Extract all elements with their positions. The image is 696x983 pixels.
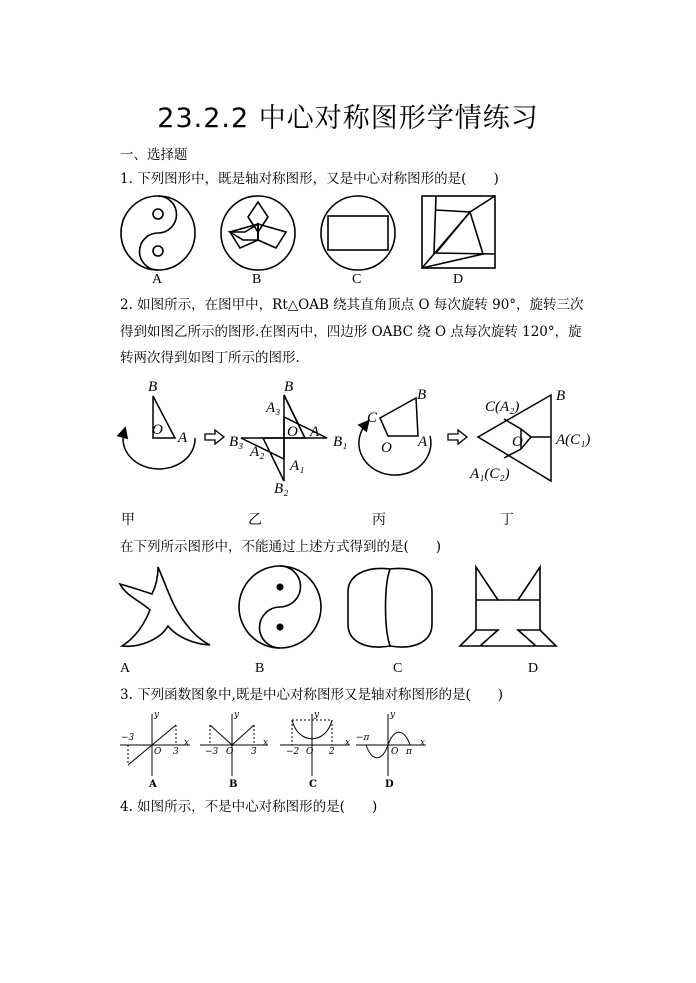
- gb-pos: 3: [251, 747, 257, 757]
- q2-label-a: A: [120, 661, 131, 676]
- jia-label-a: A: [178, 430, 188, 446]
- question-1-text: 1. 下列图形中，既是轴对称图形，又是中心对称图形的是( ): [120, 171, 499, 187]
- fig-label-bing: 丙: [372, 512, 386, 528]
- question-2-line1: 2. 如图所示，在图甲中，Rt△OAB 绕其直角顶点 O 每次旋转 90°，旋转三次: [120, 297, 584, 313]
- gd-x: x: [420, 738, 426, 748]
- gc-x: x: [345, 738, 351, 748]
- gd-neg: −π: [356, 733, 370, 743]
- bing-label-a: A: [418, 434, 428, 450]
- yi-label-b3: B₃: [229, 434, 244, 450]
- gc-pos: 2: [329, 747, 335, 757]
- fig-label-yi: 乙: [248, 512, 262, 528]
- fig-label-jia: 甲: [121, 512, 135, 528]
- ga-neg: −3: [121, 733, 135, 743]
- yi-label-o: O: [287, 424, 298, 440]
- q3-label-b: B: [229, 779, 238, 790]
- q1-label-d: D: [453, 272, 464, 287]
- yi-label-a3: A₃: [266, 400, 281, 416]
- q3-label-c: C: [309, 779, 317, 790]
- q3-label-a: A: [149, 779, 157, 790]
- gb-origin: O: [226, 747, 234, 757]
- yi-label-a2: A₂: [250, 444, 265, 460]
- ga-origin: O: [154, 747, 162, 757]
- gd-pos: π: [406, 747, 412, 757]
- gd-y: y: [390, 710, 396, 720]
- yi-label-b: B: [284, 379, 294, 395]
- section-heading: 一、选择题: [120, 147, 188, 163]
- question-4-text: 4. 如图所示，不是中心对称图形的是( ): [120, 799, 378, 815]
- q2-label-d: D: [528, 661, 539, 676]
- q1-label-a: A: [152, 272, 163, 287]
- gb-y: y: [234, 710, 240, 720]
- q2-label-b: B: [255, 661, 265, 676]
- question-2-line2: 得到如图乙所示的图形.在图丙中，四边形 OABC 绕 O 点每次旋转 120°，旋: [120, 324, 582, 340]
- ding-label-a1c2: A₁(C₂): [470, 466, 510, 482]
- ding-label-ac1: A(C₁): [556, 432, 591, 448]
- ga-y: y: [154, 710, 160, 720]
- question-2-prompt: 在下列所示图形中，不能通过上述方式得到的是( ): [120, 539, 442, 555]
- bing-label-o: O: [381, 440, 392, 456]
- bing-label-b: B: [417, 387, 427, 403]
- gd-origin: O: [391, 747, 399, 757]
- q1-label-c: C: [352, 272, 362, 287]
- gc-origin: O: [306, 747, 314, 757]
- jia-label-o: O: [152, 422, 163, 438]
- yi-label-b2: B₂: [274, 481, 289, 497]
- ga-x: x: [184, 738, 190, 748]
- bing-label-c: C: [367, 410, 378, 426]
- gc-neg: −2: [286, 747, 300, 757]
- q1-label-b: B: [252, 272, 262, 287]
- question-3-text: 3. 下列函数图象中,既是中心对称图形又是轴对称图形的是( ): [120, 687, 503, 703]
- fig-label-ding: 丁: [500, 512, 514, 528]
- jia-label-b: B: [148, 379, 158, 395]
- ding-label-ca2: C(A₂): [485, 399, 520, 415]
- ding-label-o: O: [512, 434, 523, 450]
- gc-y: y: [314, 710, 320, 720]
- gb-neg: −3: [205, 747, 219, 757]
- yi-label-b1: B₁: [333, 434, 348, 450]
- gb-x: x: [263, 738, 269, 748]
- q2-label-c: C: [393, 661, 403, 676]
- ding-label-b: B: [556, 388, 566, 404]
- ga-pos: 3: [173, 747, 179, 757]
- q3-label-d: D: [385, 779, 394, 790]
- yi-label-a1: A₁: [290, 458, 305, 474]
- page-title: 23.2.2 中心对称图形学情练习: [157, 103, 539, 134]
- question-2-line3: 转两次得到如图丁所示的图形.: [120, 350, 300, 366]
- yi-label-a: A: [310, 424, 320, 440]
